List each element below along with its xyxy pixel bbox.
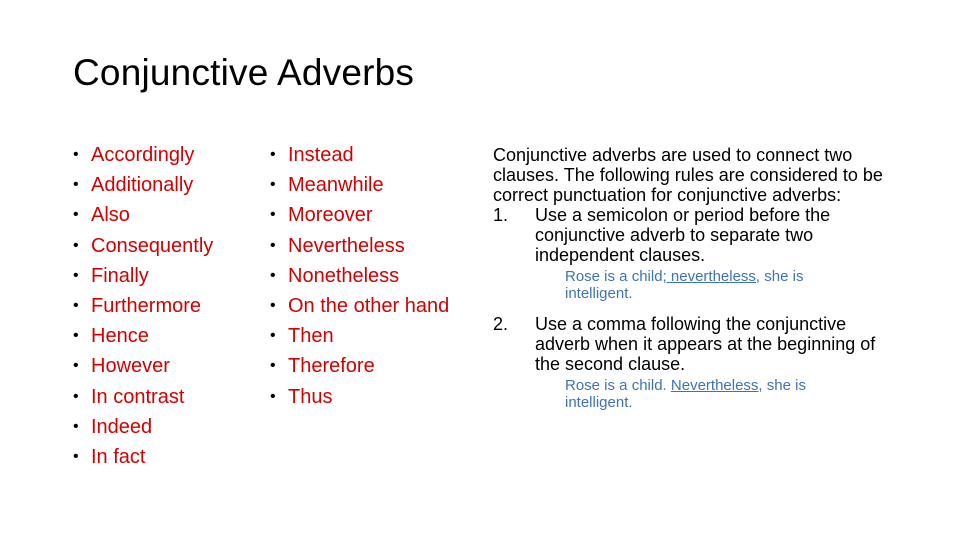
- list-item: [270, 140, 480, 170]
- bullet-icon: •: [73, 296, 79, 314]
- list-item: [73, 231, 253, 261]
- rule-number: 1.: [493, 205, 509, 225]
- example-text: Rose is a child: [565, 268, 663, 285]
- adverb-text: However: [91, 355, 170, 378]
- rule-text: Use a semicolon or period before the conjunctive adverb to separate two independent clauses.: [535, 205, 831, 265]
- bullet-icon: •: [270, 266, 276, 284]
- bullet-icon: •: [270, 387, 276, 405]
- bullet-icon: •: [73, 327, 79, 345]
- adverb-text: Then: [288, 325, 334, 348]
- adverb-list-column-1: [73, 140, 253, 472]
- list-item: [73, 442, 253, 472]
- example-sentence: [565, 377, 875, 411]
- list-item: [73, 200, 253, 230]
- list-item: [73, 140, 253, 170]
- adverb-text: In fact: [91, 445, 146, 468]
- adverb-text: Nevertheless: [288, 234, 405, 257]
- slide-title: Conjunctive Adverbs: [73, 52, 415, 93]
- adverb-text: Additionally: [91, 174, 194, 197]
- list-item: [270, 321, 480, 351]
- bullet-icon: •: [73, 387, 79, 405]
- bullet-icon: •: [270, 206, 276, 224]
- explanation-intro: Conjunctive adverbs are used to connect two clauses. The following rules are considered to be correct punctuation for conjunctive adverbs:: [493, 145, 883, 205]
- bullet-icon: •: [73, 447, 79, 465]
- bullet-icon: •: [270, 176, 276, 194]
- adverb-list-column-2: [270, 140, 480, 412]
- list-item: [270, 291, 480, 321]
- adverb-text: Indeed: [91, 415, 153, 438]
- adverb-text: Finally: [91, 264, 149, 287]
- bullet-icon: •: [73, 236, 79, 254]
- list-item: [270, 170, 480, 200]
- list-item: [270, 261, 480, 291]
- adverb-text: In contrast: [91, 385, 185, 408]
- list-item: [73, 321, 253, 351]
- rule-2: [493, 314, 893, 411]
- list-item: [73, 351, 253, 381]
- adverb-text: Accordingly: [91, 144, 195, 166]
- list-item: [73, 261, 253, 291]
- list-item: [270, 200, 480, 230]
- list-item: [270, 351, 480, 381]
- bullet-icon: •: [73, 417, 79, 435]
- example-text: she is intelligent.: [565, 377, 806, 411]
- bullet-icon: •: [270, 357, 276, 375]
- adverb-text: On the other hand: [288, 294, 450, 317]
- adverb-text: Therefore: [288, 355, 375, 378]
- list-item: [73, 170, 253, 200]
- bullet-icon: •: [270, 146, 276, 163]
- bullet-icon: •: [73, 206, 79, 224]
- list-item: [270, 231, 480, 261]
- adverb-text: Consequently: [91, 234, 214, 257]
- bullet-icon: •: [73, 176, 79, 194]
- list-item: [73, 412, 253, 442]
- example-highlight: ; nevertheless,: [662, 268, 761, 285]
- bullet-icon: •: [73, 266, 79, 284]
- adverb-text: Also: [91, 204, 130, 227]
- adverb-text: Meanwhile: [288, 174, 384, 197]
- bullet-icon: •: [270, 327, 276, 345]
- example-sentence: [565, 268, 875, 302]
- example-highlight: Nevertheless,: [670, 377, 763, 394]
- adverb-text: Furthermore: [91, 294, 202, 317]
- bullet-icon: •: [73, 146, 79, 163]
- example-text: Rose is a child.: [565, 377, 671, 394]
- adverb-text: Hence: [91, 325, 149, 348]
- explanation-block: [493, 145, 893, 411]
- adverb-text: Instead: [288, 144, 354, 166]
- adverb-text: Moreover: [288, 204, 373, 227]
- list-item: [270, 382, 480, 412]
- bullet-icon: •: [270, 236, 276, 254]
- adverb-text: Thus: [288, 385, 333, 408]
- example-text: she is intelligent.: [565, 268, 804, 302]
- rule-1: [493, 205, 893, 302]
- adverb-text: Nonetheless: [288, 264, 400, 287]
- bullet-icon: •: [270, 296, 276, 314]
- list-item: [73, 382, 253, 412]
- rule-number: 2.: [493, 314, 509, 334]
- rule-text: Use a comma following the conjunctive adverb when it appears at the beginning of the second clause.: [535, 314, 876, 374]
- bullet-icon: •: [73, 357, 79, 375]
- list-item: [73, 291, 253, 321]
